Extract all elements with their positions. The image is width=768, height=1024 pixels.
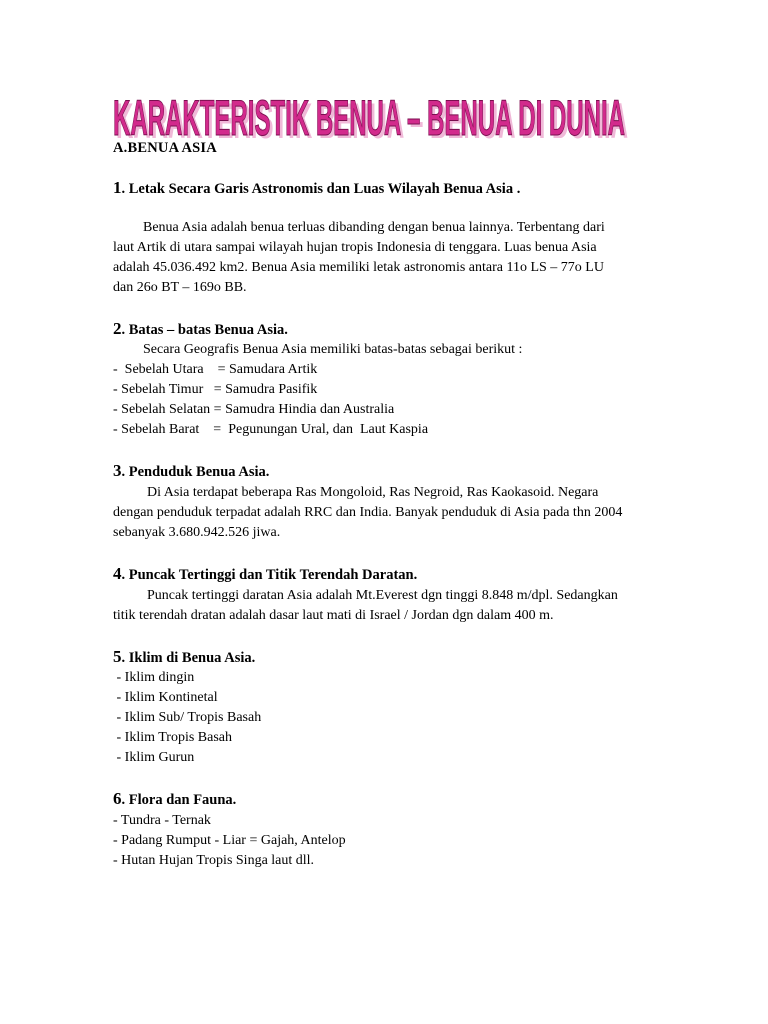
section-4-line-1: Puncak tertinggi daratan Asia adalah Mt.Everest dgn tinggi 8.848 m/dpl. Sedangkan [147,588,618,603]
section-1-heading-text: . Letak Secara Garis Astronomis dan Luas Wilayah Benua Asia . [121,181,521,197]
section-2-item-4: - Sebelah Barat = Pegunungan Ural, dan Laut Kaspia [113,422,429,437]
section-2-number: 2 [113,319,122,338]
section-6-heading [113,789,236,809]
section-4-heading [113,564,417,584]
section-1-line-2: laut Artik di utara sampai wilayah hujan tropis Indonesia di tenggara. Luas benua Asia [113,240,597,255]
section-2-item-3: - Sebelah Selatan = Samudra Hindia dan Australia [113,402,395,417]
section-6-item-1: - Tundra - Ternak [113,813,211,828]
section-5-item-2: - Iklim Kontinetal [113,690,218,705]
section-2-heading-text: . Batas – batas Benua Asia. [121,322,288,338]
section-5-item-5: - Iklim Gurun [113,750,195,765]
section-1-heading [113,178,520,198]
wordart-title [112,86,632,144]
section-3-line-2: dengan penduduk terpadat adalah RRC dan India. Banyak penduduk di Asia pada thn 2004 [113,505,623,520]
section-2-intro: Secara Geografis Benua Asia memiliki batas-batas sebagai berikut : [143,342,523,357]
section-1-line-1: Benua Asia adalah benua terluas dibanding dengan benua lainnya. Terbentang dari [143,220,605,235]
section-3-number: 3 [113,461,122,480]
section-6-heading-text: . Flora dan Fauna. [121,792,237,808]
section-2-item-1: - Sebelah Utara = Samudara Artik [113,362,318,377]
section-6-item-3: - Hutan Hujan Tropis Singa laut dll. [113,853,315,868]
section-5-number: 5 [113,647,122,666]
section-5-item-3: - Iklim Sub/ Tropis Basah [113,710,262,725]
wordart-title-text: KARAKTERISTIK BENUA – BENUA DI DUNIA [113,90,625,144]
section-4-heading-text: . Puncak Tertinggi dan Titik Terendah Daratan. [121,567,418,583]
section-3-heading-text: . Penduduk Benua Asia. [121,464,270,480]
section-6-item-2: - Padang Rumput - Liar = Gajah, Antelop [113,833,346,848]
section-4-line-2: titik terendah dratan adalah dasar laut mati di Israel / Jordan dgn dalam 400 m. [113,608,554,623]
section-1-line-3: adalah 45.036.492 km2. Benua Asia memiliki letak astronomis antara 11o LS – 77o LU [113,260,604,275]
section-5-heading-text: . Iklim di Benua Asia. [121,650,256,666]
section-2-item-2: - Sebelah Timur = Samudra Pasifik [113,382,318,397]
section-title-asia: A.BENUA ASIA [113,140,217,156]
section-5-heading [113,647,255,667]
section-5-item-1: - Iklim dingin [113,670,195,685]
section-3-heading [113,461,269,481]
section-2-heading [113,319,288,339]
section-3-line-3: sebanyak 3.680.942.526 jiwa. [113,525,281,540]
section-5-item-4: - Iklim Tropis Basah [113,730,233,745]
section-1-line-4: dan 26o BT – 169o BB. [113,280,247,295]
wordart-title-shadow: KARAKTERISTIK BENUA – BENUA DI DUNIA [116,93,628,144]
section-3-line-1: Di Asia terdapat beberapa Ras Mongoloid, Ras Negroid, Ras Kaokasoid. Negara [147,485,599,500]
section-1-number: 1 [113,178,122,197]
section-6-number: 6 [113,789,122,808]
section-4-number: 4 [113,564,122,583]
